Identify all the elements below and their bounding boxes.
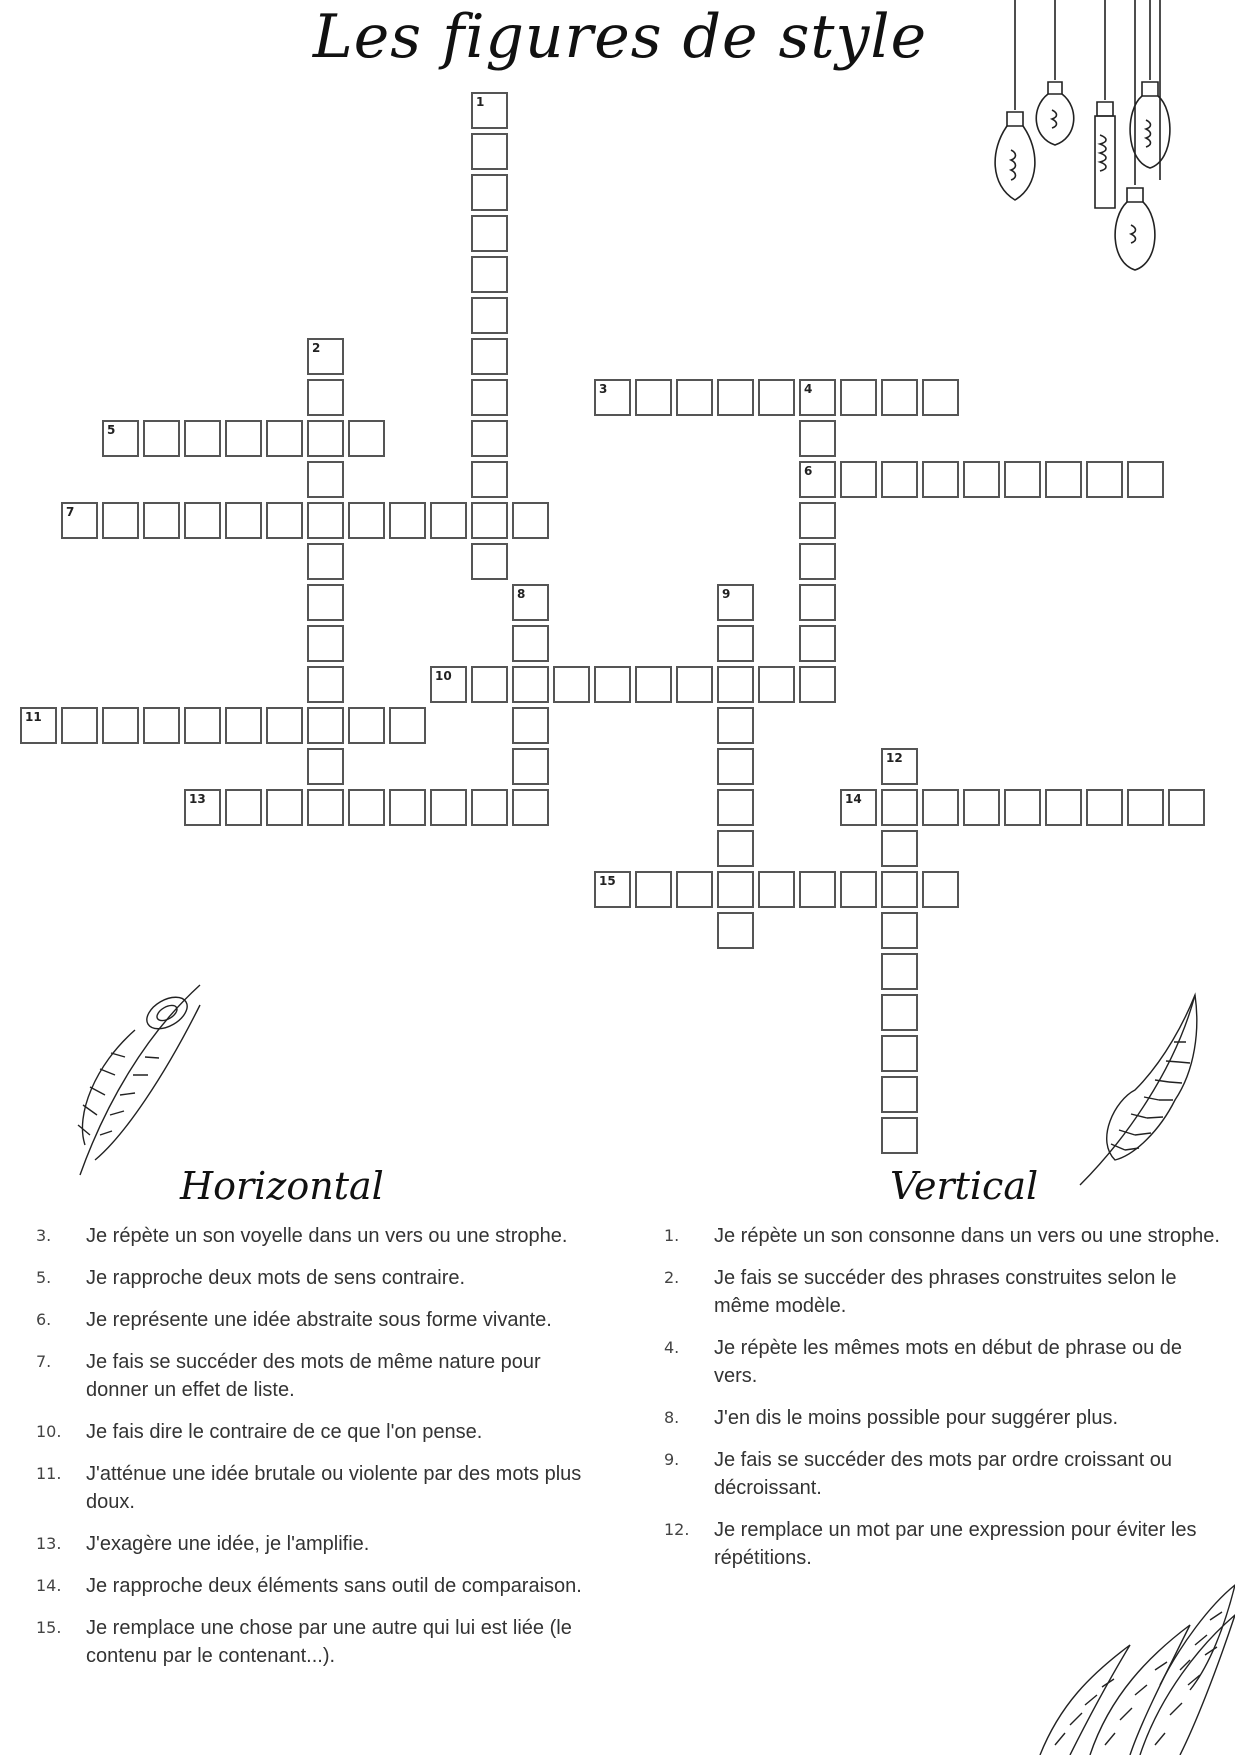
crossword-cell[interactable] [307,707,344,744]
clue-number-label: 11 [25,710,42,724]
clue-number-label: 8 [517,587,526,601]
clue-item [36,1306,596,1334]
crossword-cell[interactable] [225,420,262,457]
clue-number: 4. [664,1338,680,1357]
crossword-cell[interactable] [922,461,959,498]
clue-item [664,1222,1224,1250]
crossword-cell[interactable] [922,871,959,908]
clue-text: Je rapproche deux mots de sens contraire. [86,1267,466,1289]
crossword-cell[interactable] [389,707,426,744]
crossword-cell[interactable] [307,379,344,416]
crossword-cell[interactable] [184,789,221,826]
crossword-cell[interactable] [102,502,139,539]
crossword-cell[interactable] [676,379,713,416]
crossword-cell[interactable] [143,707,180,744]
crossword-cell[interactable] [471,215,508,252]
crossword-cell[interactable] [881,871,918,908]
clue-item [36,1572,596,1600]
clue-number: 12. [664,1520,690,1539]
clue-item [36,1460,596,1516]
crossword-cell[interactable] [717,666,754,703]
clue-text: Je rapproche deux éléments sans outil de comparaison. [86,1575,582,1597]
crossword-cell[interactable] [635,666,672,703]
crossword-cell[interactable] [143,502,180,539]
crossword-cell[interactable] [1045,789,1082,826]
vertical-heading: Vertical [890,1164,1039,1208]
clue-number: 3. [36,1226,52,1245]
crossword-cell[interactable] [143,420,180,457]
crossword-cell[interactable] [512,789,549,826]
crossword-cell[interactable] [799,871,836,908]
clue-number: 6. [36,1310,52,1329]
crossword-cell[interactable] [881,1076,918,1113]
crossword-cell[interactable] [348,789,385,826]
crossword-cell[interactable] [512,666,549,703]
crossword-cell[interactable] [1004,461,1041,498]
crossword-cell[interactable] [1004,789,1041,826]
clue-text: Je fais se succéder des phrases construites selon le même modèle. [714,1267,1177,1317]
crossword-cell[interactable] [307,625,344,662]
crossword-cell[interactable] [471,338,508,375]
crossword-cell[interactable] [1127,461,1164,498]
crossword-cell[interactable] [471,379,508,416]
clue-number: 13. [36,1534,62,1553]
crossword-cell[interactable] [840,461,877,498]
crossword-cell[interactable] [799,584,836,621]
crossword-cell[interactable] [430,666,467,703]
clue-number-label: 10 [435,669,452,683]
clue-text: Je répète les mêmes mots en début de phrase ou de vers. [714,1337,1183,1387]
crossword-cell[interactable] [20,707,57,744]
crossword-cell[interactable] [799,625,836,662]
crossword-cell[interactable] [266,707,303,744]
crossword-cell[interactable] [717,584,754,621]
crossword-cell[interactable] [881,830,918,867]
crossword-cell[interactable] [266,420,303,457]
clue-text: Je fais se succéder des mots par ordre croissant ou décroissant. [714,1449,1172,1499]
crossword-cell[interactable] [471,420,508,457]
feather-right-illustration [1075,990,1210,1190]
crossword-cell[interactable] [184,707,221,744]
crossword-cell[interactable] [676,871,713,908]
clue-item [36,1348,596,1404]
crossword-cell[interactable] [840,379,877,416]
clue-number: 8. [664,1408,680,1427]
crossword-cell[interactable] [102,707,139,744]
crossword-cell[interactable] [266,502,303,539]
clue-number: 11. [36,1464,62,1483]
clue-item [664,1516,1224,1572]
crossword-cell[interactable] [881,1035,918,1072]
crossword-cell[interactable] [471,133,508,170]
clue-item [36,1418,596,1446]
crossword-cell[interactable] [1168,789,1205,826]
clue-number-label: 15 [599,874,616,888]
crossword-cell[interactable] [471,256,508,293]
clue-text: Je remplace une chose par une autre qui lui est liée (le contenu par le contenant...). [86,1617,572,1667]
crossword-cell[interactable] [799,543,836,580]
clue-number-label: 1 [476,95,485,109]
crossword-cell[interactable] [348,707,385,744]
crossword-cell[interactable] [471,461,508,498]
crossword-cell[interactable] [471,502,508,539]
crossword-cell[interactable] [594,666,631,703]
crossword-cell[interactable] [471,92,508,129]
crossword-cell[interactable] [840,789,877,826]
clue-text: J'exagère une idée, je l'amplifie. [86,1533,370,1555]
horizontal-heading: Horizontal [180,1164,384,1208]
clue-item [36,1222,596,1250]
crossword-cell[interactable] [307,543,344,580]
clue-number-label: 13 [189,792,206,806]
clue-number-label: 4 [804,382,813,396]
crossword-cell[interactable] [676,666,713,703]
crossword-cell[interactable] [512,707,549,744]
clue-text: Je remplace un mot par une expression pour éviter les répétitions. [714,1519,1197,1569]
clue-text: Je répète un son voyelle dans un vers ou une strophe. [86,1225,568,1247]
clue-number: 14. [36,1576,62,1595]
crossword-cell[interactable] [471,174,508,211]
crossword-cell[interactable] [471,297,508,334]
crossword-cell[interactable] [307,748,344,785]
crossword-cell[interactable] [717,789,754,826]
crossword-cell[interactable] [553,666,590,703]
crossword-cell[interactable] [1086,789,1123,826]
clue-number: 15. [36,1618,62,1637]
crossword-cell[interactable] [184,420,221,457]
crossword-cell[interactable] [717,748,754,785]
clue-item [664,1446,1224,1502]
crossword-cell[interactable] [225,502,262,539]
clue-number: 10. [36,1422,62,1441]
crossword-cell[interactable] [307,789,344,826]
crossword-cell[interactable] [471,789,508,826]
clue-item [664,1264,1224,1320]
horizontal-clues-list [36,1222,596,1684]
crossword-cell[interactable] [389,502,426,539]
clue-number-label: 12 [886,751,903,765]
page-title: Les figures de style [312,2,928,72]
clue-number: 9. [664,1450,680,1469]
crossword-cell[interactable] [102,420,139,457]
crossword-cell[interactable] [799,420,836,457]
crossword-cell[interactable] [512,748,549,785]
crossword-cell[interactable] [61,707,98,744]
crossword-cell[interactable] [799,666,836,703]
crossword-cell[interactable] [881,461,918,498]
crossword-cell[interactable] [594,379,631,416]
clue-text: Je fais se succéder des mots de même nature pour donner un effet de liste. [86,1351,541,1401]
crossword-cell[interactable] [922,789,959,826]
crossword-cell[interactable] [307,461,344,498]
crossword-cell[interactable] [922,379,959,416]
crossword-cell[interactable] [348,502,385,539]
crossword-cell[interactable] [963,789,1000,826]
clue-number: 1. [664,1226,680,1245]
crossword-cell[interactable] [471,543,508,580]
clue-item [36,1530,596,1558]
crossword-cell[interactable] [594,871,631,908]
clue-number-label: 6 [804,464,813,478]
clue-number-label: 3 [599,382,608,396]
crossword-cell[interactable] [881,994,918,1031]
crossword-cell[interactable] [307,666,344,703]
crossword-cell[interactable] [717,871,754,908]
crossword-cell[interactable] [1086,461,1123,498]
clue-number-label: 5 [107,423,116,437]
crossword-cell[interactable] [881,748,918,785]
clue-text: Je répète un son consonne dans un vers ou une strophe. [714,1225,1220,1247]
crossword-cell[interactable] [307,584,344,621]
crossword-cell[interactable] [389,789,426,826]
crossword-cell[interactable] [307,338,344,375]
crossword-cell[interactable] [225,707,262,744]
crossword-cell[interactable] [307,502,344,539]
clue-item [664,1334,1224,1390]
crossword-cell[interactable] [512,584,549,621]
crossword-cell[interactable] [758,666,795,703]
crossword-cell[interactable] [881,953,918,990]
crossword-cell[interactable] [963,461,1000,498]
crossword-cell[interactable] [717,379,754,416]
crossword-cell[interactable] [799,461,836,498]
crossword-cell[interactable] [717,912,754,949]
crossword-cell[interactable] [758,379,795,416]
vertical-clues-list [664,1222,1224,1586]
crossword-cell[interactable] [717,707,754,744]
clue-item [36,1614,596,1670]
clue-number: 7. [36,1352,52,1371]
feathers-bottom-right-illustration [1030,1575,1235,1755]
crossword-cell[interactable] [881,1117,918,1154]
peacock-feather-left-illustration [65,975,210,1180]
crossword-cell[interactable] [717,625,754,662]
clue-item [36,1264,596,1292]
crossword-cell[interactable] [717,830,754,867]
clue-number-label: 2 [312,341,321,355]
clue-text: J'en dis le moins possible pour suggérer plus. [714,1407,1119,1429]
clue-text: J'atténue une idée brutale ou violente par des mots plus doux. [86,1463,582,1513]
crossword-cell[interactable] [1045,461,1082,498]
crossword-cell[interactable] [471,666,508,703]
clue-item [664,1404,1224,1432]
crossword-cell[interactable] [799,379,836,416]
crossword-cell[interactable] [307,420,344,457]
clue-number-label: 9 [722,587,731,601]
clue-number: 2. [664,1268,680,1287]
crossword-cell[interactable] [881,789,918,826]
clue-number: 5. [36,1268,52,1287]
crossword-cell[interactable] [348,420,385,457]
crossword-cell[interactable] [61,502,98,539]
crossword-cell[interactable] [266,789,303,826]
clue-text: Je fais dire le contraire de ce que l'on pense. [86,1421,483,1443]
clue-text: Je représente une idée abstraite sous forme vivante. [86,1309,552,1331]
clue-number-label: 14 [845,792,862,806]
crossword-cell[interactable] [225,789,262,826]
crossword-cell[interactable] [512,502,549,539]
crossword-cell[interactable] [184,502,221,539]
clue-number-label: 7 [66,505,75,519]
crossword-cell[interactable] [881,379,918,416]
crossword-cell[interactable] [1127,789,1164,826]
crossword-cell[interactable] [635,379,672,416]
crossword-cell[interactable] [799,502,836,539]
crossword-cell[interactable] [758,871,795,908]
crossword-cell[interactable] [881,912,918,949]
crossword-cell[interactable] [635,871,672,908]
crossword-cell[interactable] [512,625,549,662]
crossword-cell[interactable] [840,871,877,908]
crossword-cell[interactable] [430,502,467,539]
crossword-cell[interactable] [430,789,467,826]
